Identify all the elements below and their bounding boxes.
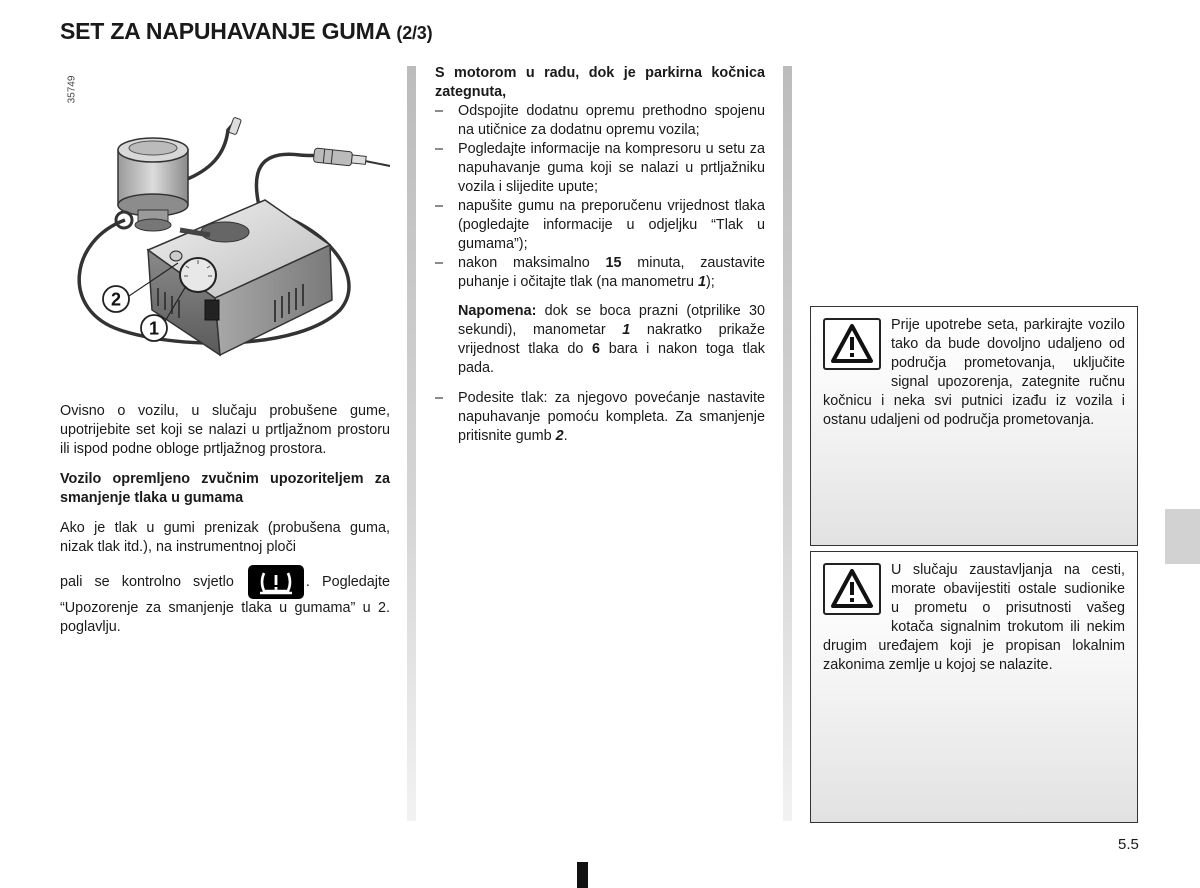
chapter-tab [1165,509,1200,564]
warning-paragraph: Ako je tlak u gumi prenizak (probušena guma, nizak tlak itd.), na instrumentnoj ploči [60,520,390,555]
warning-triangle-icon [823,563,881,615]
note-paragraph: Napomena: dok se boca prazni (otprilike 30 sekundi), manometar 1 nakratko prikaže vrijednost tlaka do 6 bara i nakon toga tlak pada. [458,303,765,376]
power-switch [205,300,219,320]
warning-text-2: U slučaju zaustavljanja na cesti, morate obavijestiti ostale sudionike u prometu o prisutnosti vašeg kotača signalnim trokutom ili nekim drugim uređajem koji je propisan lokalnim zakonima zemlje u kojoj se nalazite. [823,562,1125,673]
page-edge-marker [577,862,588,888]
deflate-button [170,251,182,261]
warning-box-2 [810,551,1138,823]
list-item: – napušite gumu na preporučenu vrijednost tlaka (pogledajte informacije u odjeljku “Tlak u gumama”); [435,198,765,252]
page-number: 5.5 [1118,836,1139,853]
compressor-illustration [60,60,395,390]
procedure-heading: S motorom u radu, dok je parkirna kočnica zategnuta, [435,65,765,100]
section-heading: Vozilo opremljeno zvučnim upozoriteljem za smanjenje tlaka u gumama [60,471,390,506]
list-item: – Podesite tlak: za njegovo povećanje nastavite napuhavanje pomoću kompleta. Za smanjenje pritisnite gumb 2. [435,390,765,444]
callout-1: 1 [148,318,160,339]
tyre-pressure-warning-icon [248,565,304,599]
figure-code: 35749 [66,75,78,104]
column-divider-left [407,66,416,821]
sealant-bottle [118,138,188,231]
warning-triangle-icon [823,318,881,370]
list-item: – Pogledajte informacije na kompresoru u setu za napuhavanje guma koji se nalazi u prtljažniku vozila i slijedite upute; [435,141,765,195]
callout-2: 2 [110,289,122,310]
warning-text-1: Prije upotrebe seta, parkirajte vozilo tako da bude dovoljno udaljeno od područja prometovanja, uključite signal upozorenja, zategnite ručnu kočnicu i neka svi putnici izađu iz vozila i ostanu udaljeni od područja prometovanja. [823,317,1125,428]
list-item: – nakon maksimalno 15 minuta, zaustavite puhanje i očitajte tlak (na manometru 1); [435,255,766,290]
page-title-main: SET ZA NAPUHAVANJE GUMA [60,18,391,44]
cigarette-plug [313,148,366,167]
list-item: – Odspojite dodatnu opremu prethodno spojenu na utičnice za dodatnu opremu vozila; [435,103,765,138]
column-divider-right [783,66,792,821]
column-1 [60,402,390,637]
column-2 [435,64,765,446]
intro-paragraph: Ovisno o vozilu, u slučaju probušene gume, upotrijebite set koji se nalazi u prtljažnom prostoru ili ispod podne obloge prtljažnog prostora. [60,403,390,457]
page-title-part: (2/3) [396,23,433,43]
warning-paragraph-2: pali se kontrolno svjetlo . Pogledajte “Upozorenje za smanjenje tlaka u gumama” u 2. poglavlju. [60,565,390,637]
warning-box-1 [810,306,1138,546]
page-title [60,18,432,45]
